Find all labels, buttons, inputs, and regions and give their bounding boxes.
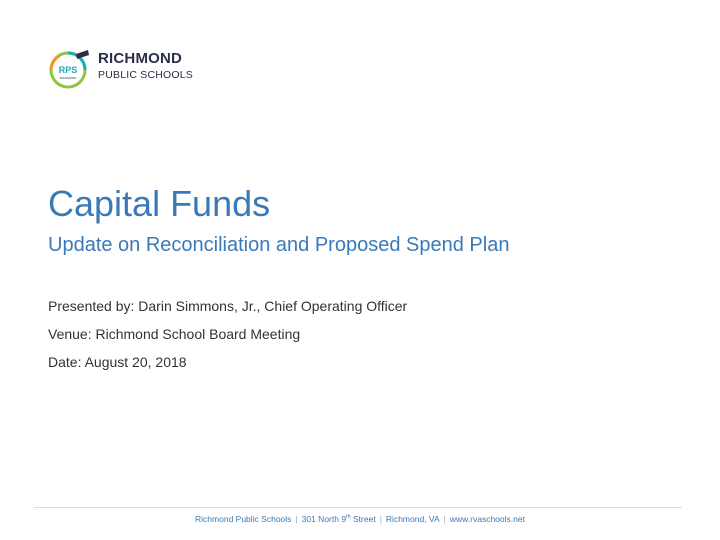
graduation-cap-icon	[76, 50, 89, 59]
footer	[0, 514, 720, 524]
footer-org: Richmond Public Schools	[195, 514, 292, 524]
badge-text: RPS	[58, 65, 78, 75]
rps-badge-icon	[48, 48, 90, 90]
slide-subtitle: Update on Reconciliation and Proposed Spend Plan	[48, 234, 510, 256]
presenter-line: Presented by: Darin Simmons, Jr., Chief Operating Officer	[48, 298, 408, 314]
footer-address-sup: th	[346, 514, 351, 521]
footer-divider	[34, 507, 682, 508]
logo-text	[98, 50, 193, 82]
badge-subtext: RICHMOND	[59, 76, 77, 80]
date-line: Date: August 20, 2018	[48, 354, 187, 370]
slide-title: Capital Funds	[48, 183, 271, 224]
logo-line2: PUBLIC SCHOOLS	[98, 69, 193, 81]
venue-line: Venue: Richmond School Board Meeting	[48, 326, 301, 342]
footer-address	[302, 514, 376, 524]
footer-website-link[interactable]: www.rvaschools.net	[449, 514, 525, 524]
footer-separator: |	[379, 514, 382, 524]
logo-line1: RICHMOND	[98, 50, 183, 67]
footer-address-pre: 301 North 9	[301, 514, 347, 524]
footer-city: Richmond, VA	[385, 514, 440, 524]
footer-separator: |	[295, 514, 298, 524]
rps-logo	[48, 46, 208, 90]
footer-separator: |	[443, 514, 446, 524]
footer-address-post: Street	[350, 514, 376, 524]
